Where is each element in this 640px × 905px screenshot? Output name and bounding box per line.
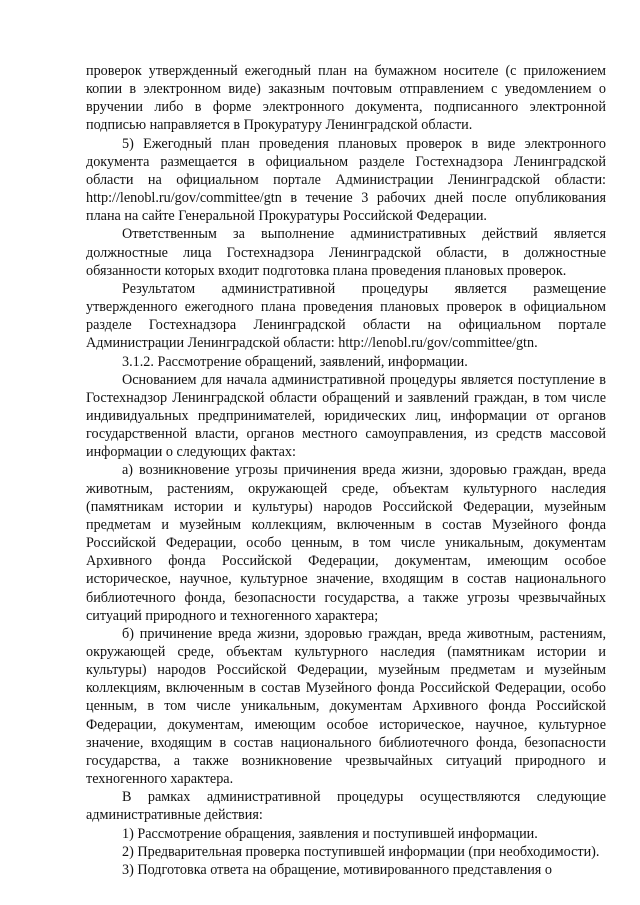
paragraph-administrative-actions: В рамках административной процедуры осуществляются следующие административные действия: (86, 789, 606, 824)
document-page (86, 62, 606, 879)
paragraph-plan-publication: 5) Ежегодный план проведения плановых проверок в виде электронного документа размещается в официальном разделе Гостехнадзора Ленинградской области на официальном портале Администрации Ленинградской области: http://lenobl.ru/gov/committee/gtn в течение 3 рабочих дней после опубликования плана на сайте Генеральной Прокуратуры Российской Федерации. (86, 135, 606, 225)
list-item-a-threat: а) возникновение угрозы причинения вреда жизни, здоровью граждан, вреда животным, растениям, окружающей среде, объектам культурного наследия (памятникам истории и культуры) народов Российской Федерации, музейным предметам и музейным коллекциям, включенным в состав Музейного фонда Российской Федерации, особо ценным, в том числе уникальным, документам Архивного фонда Российской Федерации, документам, имеющим особое историческое, научное, культурное значение, входящим в состав национального библиотечного фонда, безопасности государства, а также угрозы чрезвычайных ситуаций природного и техногенного характера; (86, 462, 606, 624)
section-heading-3-1-2: 3.1.2. Рассмотрение обращений, заявлений, информации. (122, 353, 468, 370)
paragraph-procedure-result: Результатом административной процедуры является размещение утвержденного ежегодного плана проведения плановых проверок в официальном разделе Гостехнадзора Ленинградской области на официальном портале Администрации Ленинградской области: http://lenobl.ru/gov/committee/gtn. (86, 280, 606, 352)
paragraph-plan-sending: проверок утвержденный ежегодный план на бумажном носителе (с приложением копии в электронном виде) заказным почтовым отправлением с уведомлением о вручении либо в форме электронного документа, подписанного электронной подписью направляется в Прокуратуру Ленинградской области. (86, 63, 606, 134)
list-item-1-review: 1) Рассмотрение обращения, заявления и поступившей информации. (122, 825, 538, 842)
list-item-3-response-preparation: 3) Подготовка ответа на обращение, мотивированного представления о (122, 861, 552, 878)
paragraph-responsible-persons: Ответственным за выполнение административных действий является должностные лица Гостехнадзора Ленинградской области, в должностные обязанности которых входит подготовка плана проведения плановых проверок. (86, 226, 606, 279)
list-item-2-preliminary-check: 2) Предварительная проверка поступившей информации (при необходимости). (122, 843, 600, 860)
paragraph-procedure-basis: Основанием для начала административной процедуры является поступление в Гостехнадзор Ленинградской области обращений и заявлений граждан, в том числе индивидуальных предпринимателей, юридических лиц, информации от органов государственной власти, органов местного самоуправления, из средств массовой информации о следующих фактах: (86, 371, 606, 461)
list-item-b-harm: б) причинение вреда жизни, здоровью граждан, вреда животным, растениям, окружающей среде, объектам культурного наследия (памятникам истории и культуры) народов Российской Федерации, музейным предметам и музейным коллекциям, включенным в состав Музейного фонда Российской Федерации, особо ценным, в том числе уникальным, документам Архивного фонда Российской Федерации, документам, имеющим особое историческое, научное, культурное значение, входящим в состав национального библиотечного фонда, безопасности государства, а также возникновение чрезвычайных ситуаций природного и техногенного характера. (86, 625, 606, 788)
